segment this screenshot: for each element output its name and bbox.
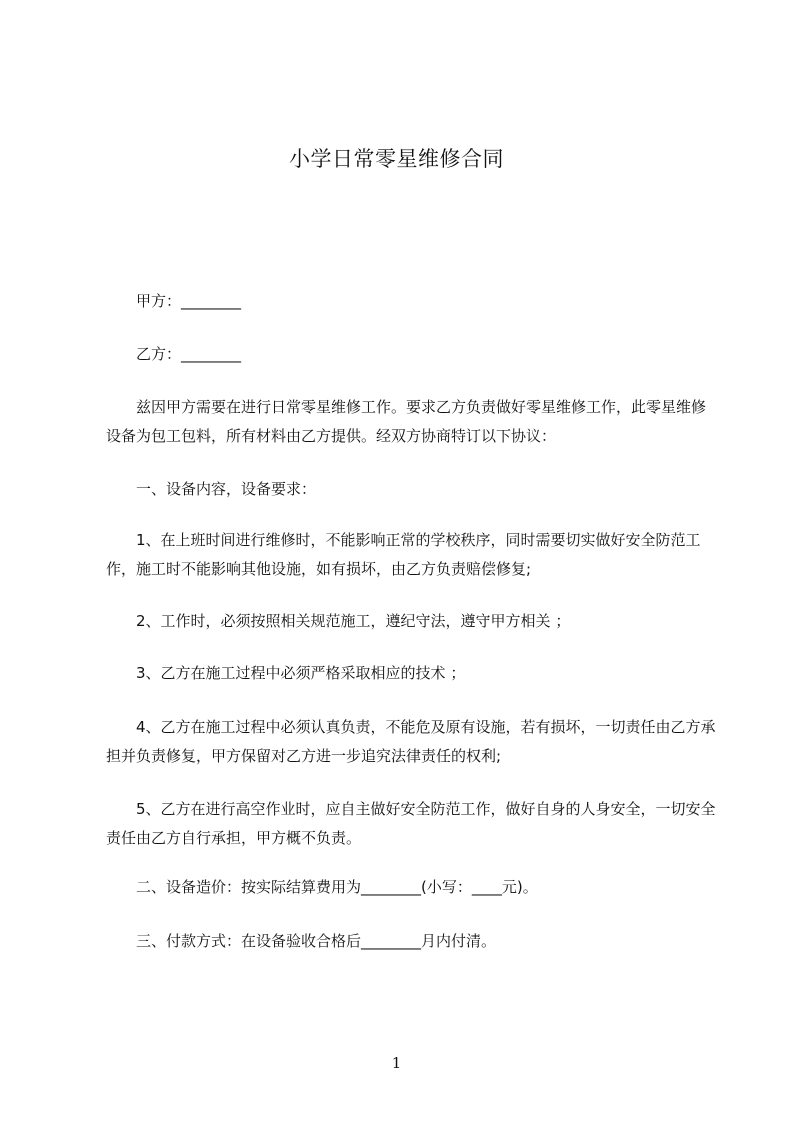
clause-1: 1、在上班时间进行维修时，不能影响正常的学校秩序，同时需要切实做好安全防范工作，施工时不能影响其他设施，如有损坏，由乙方负责赔偿修复; [106,531,701,578]
section-3-payment: 三、付款方式：在设备验收合格后________月内付清。 [136,932,497,950]
party-b-line: 乙方：________ [136,345,242,363]
page-number: 1 [391,1054,402,1072]
clause-4: 4、乙方在施工过程中必须认真负责，不能危及原有设施，若有损坏，一切责任由乙方承担并负责修复，甲方保留对乙方进一步追究法律责任的权利; [106,718,716,765]
document-title: 小学日常零星维修合同 [289,147,504,171]
clause-5: 5、乙方在进行高空作业时，应自主做好安全防范工作，做好自身的人身安全，一切安全责任由乙方自行承担，甲方概不负责。 [106,800,716,847]
section-1-heading: 一、设备内容，设备要求： [136,480,317,498]
intro-paragraph: 兹因甲方需要在进行日常零星维修工作。要求乙方负责做好零星维修工作，此零星维修设备为包工包料，所有材料由乙方提供。经双方协商特订以下协议： [106,398,707,445]
clause-2: 2、工作时，必须按照相关规范施工，遵纪守法，遵守甲方相关 ； [136,612,571,630]
clause-3: 3、乙方在施工过程中必须严格采取相应的技术 ； [136,664,466,682]
section-2-price: 二、设备造价：按实际结算费用为________(小写：____元)。 [136,878,538,896]
party-a-line: 甲方：________ [136,292,242,310]
